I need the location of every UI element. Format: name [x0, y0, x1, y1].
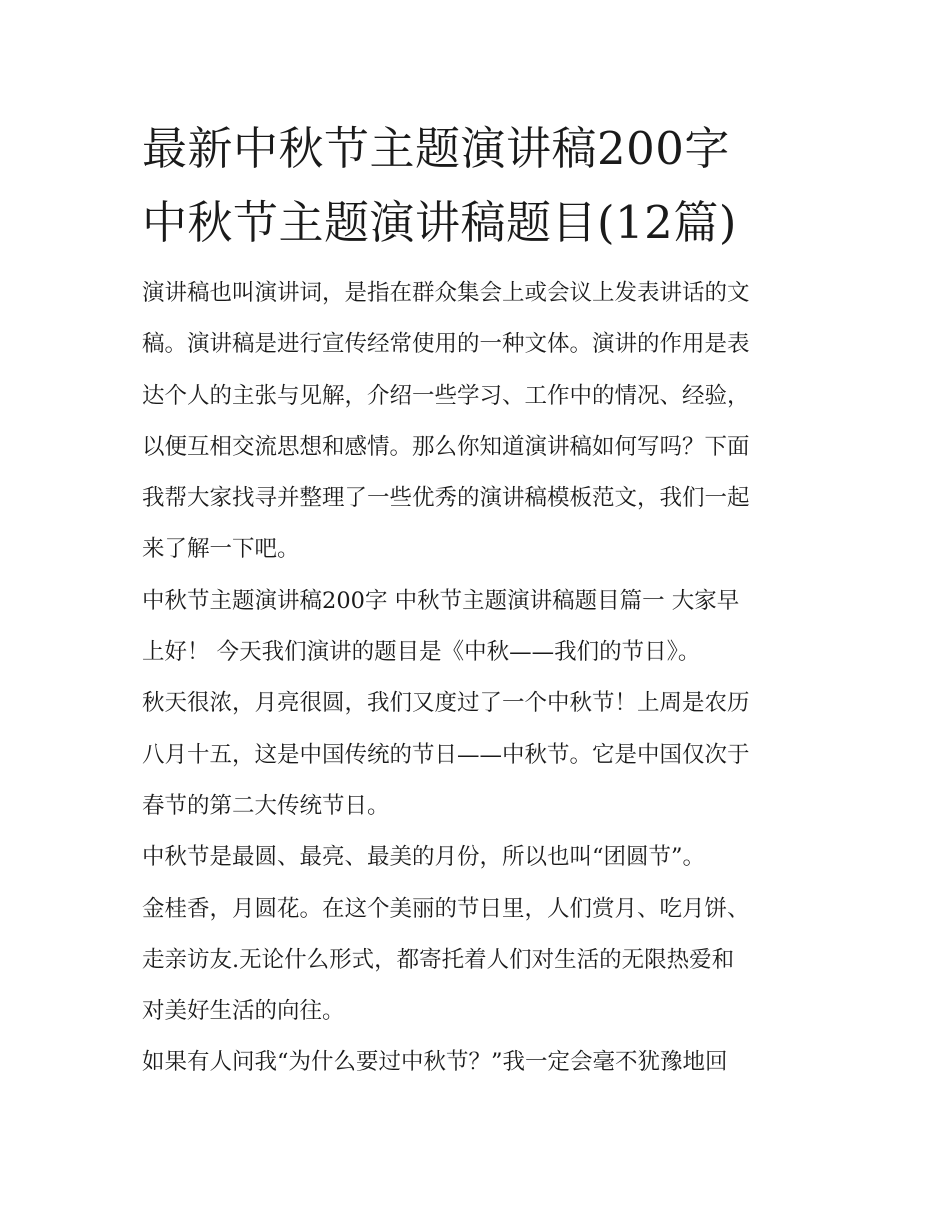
document-body: [142, 268, 812, 1089]
body-line: 来了解一下吧。: [142, 536, 300, 563]
body-line: 中秋节主题演讲稿200字 中秋节主题演讲稿题目篇一 大家早: [142, 587, 740, 614]
body-line: 上好！ 今天我们演讲的题目是《中秋——我们的节日》。: [142, 639, 701, 666]
body-line: 春节的第二大传统节日。: [142, 792, 390, 819]
body-line: 演讲稿也叫演讲词，是指在群众集会上或会议上发表讲话的文: [142, 280, 750, 306]
body-line: 以便互相交流思想和感情。那么你知道演讲稿如何写吗？下面: [142, 433, 750, 460]
title-line-2: 中秋节主题演讲稿题目(12篇): [142, 196, 737, 249]
body-line: 中秋节是最圆、最亮、最美的月份，所以也叫“团圆节”。: [142, 844, 706, 871]
body-line: 达个人的主张与见解，介绍一些学习、工作中的情况、经验，: [142, 382, 750, 409]
title-line-1: 最新中秋节主题演讲稿200字: [142, 122, 730, 175]
body-line: 我帮大家找寻并整理了一些优秀的演讲稿模板范文，我们一起: [142, 485, 750, 512]
document-title: [142, 112, 812, 260]
body-line: 稿。演讲稿是进行宣传经常使用的一种文体。演讲的作用是表: [142, 331, 750, 358]
body-line: 金桂香，月圆花。在这个美丽的节日里，人们赏月、吃月饼、: [142, 895, 750, 922]
document-content: [142, 112, 812, 1089]
body-line: 走亲访友.无论什么形式，都寄托着人们对生活的无限热爱和: [142, 946, 735, 973]
body-line: 对美好生活的向往。: [142, 998, 345, 1025]
body-line: 如果有人问我“为什么要过中秋节？”我一定会毫不犹豫地回: [142, 1049, 728, 1076]
body-line: 秋天很浓，月亮很圆，我们又度过了一个中秋节！上周是农历: [142, 690, 750, 717]
body-line: 八月十五，这是中国传统的节日——中秋节。它是中国仅次于: [142, 741, 750, 768]
